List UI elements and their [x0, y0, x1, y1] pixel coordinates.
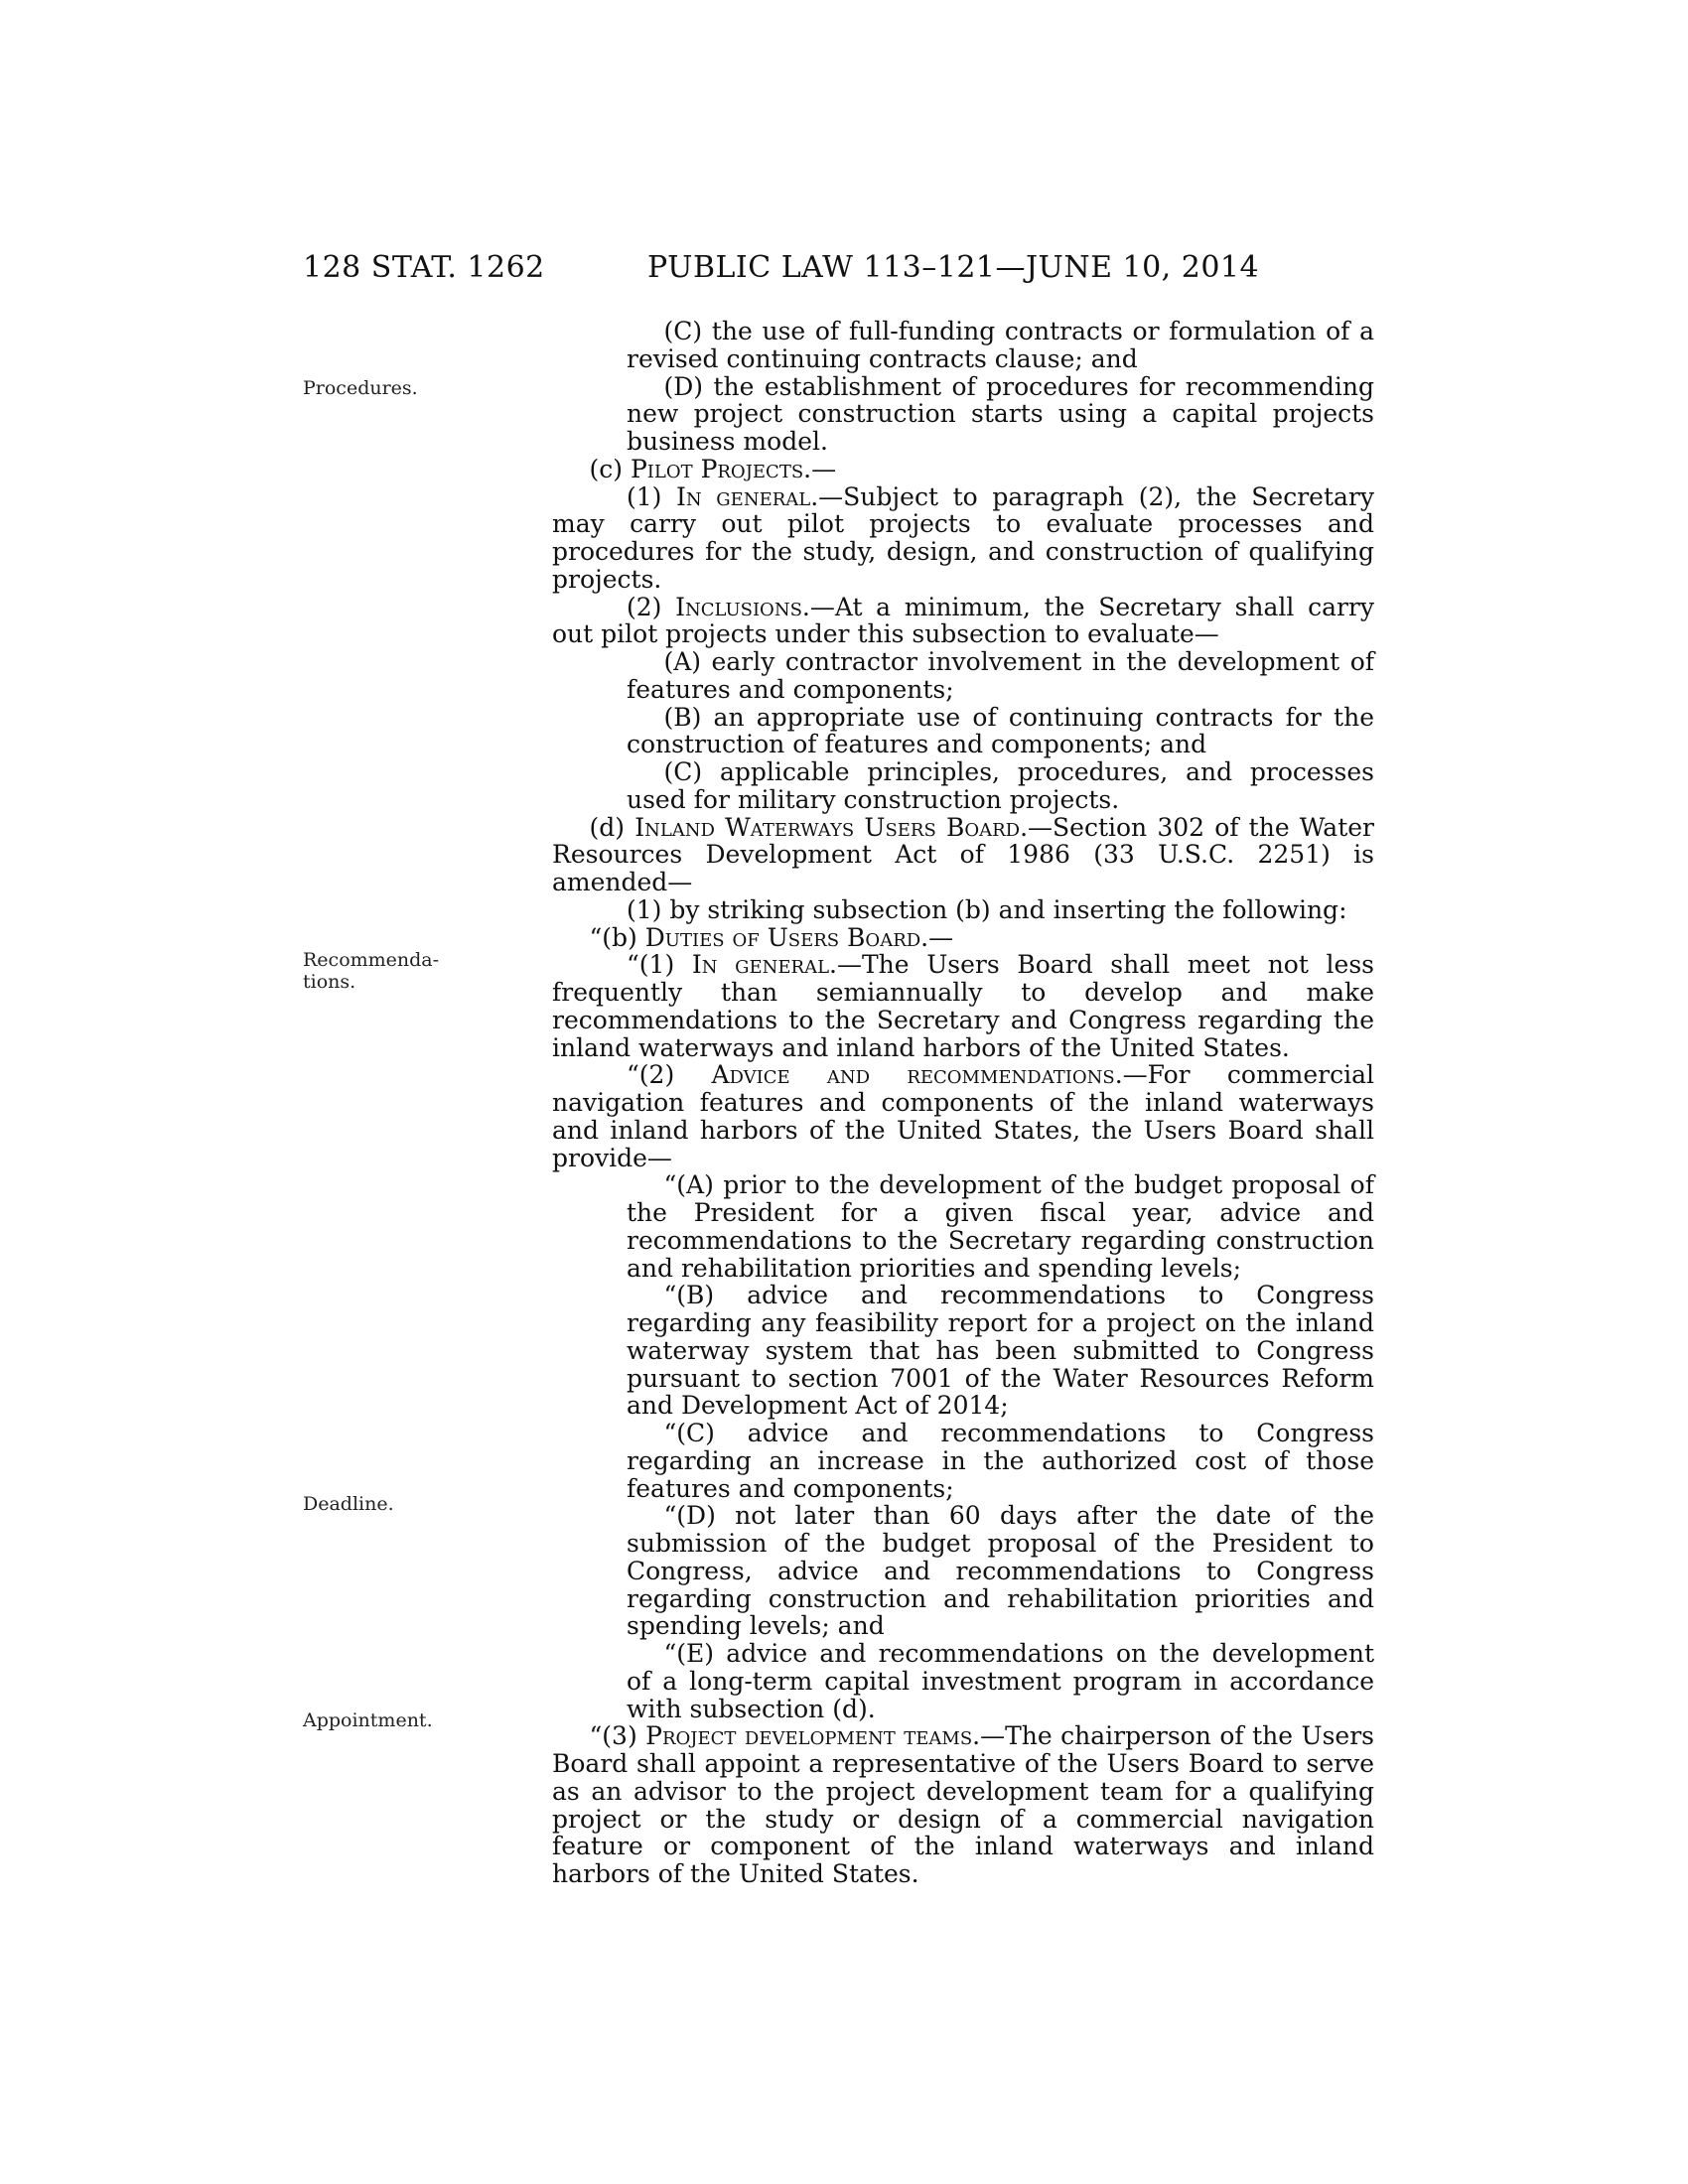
margin-note-procedures: Procedures. — [303, 377, 418, 399]
quoted-subsection-b-heading: “(b) Duties of Users Board.— — [589, 922, 954, 952]
subparagraph-c-2-B: (B) an appropriate use of continuing contracts for the construction of features and components; and — [627, 702, 1374, 759]
paragraph-c-2: (2) Inclusions.—At a minimum, the Secretary shall carry out pilot projects under this subsection to evaluate— — [552, 592, 1375, 649]
running-head-title: PUBLIC LAW 113–121—JUNE 10, 2014 — [647, 250, 1260, 285]
quoted-paragraph-1-label: In general. — [691, 950, 837, 980]
quoted-paragraph-3-label: Project development teams. — [645, 1721, 981, 1751]
paragraph-d-1: (1) by striking subsection (b) and inserting the following: — [627, 894, 1347, 924]
subsection-c-label: Pilot Projects. — [630, 454, 812, 483]
quoted-subparagraph-D: “(D) not later than 60 days after the date of the submission of the budget proposal of the President to Congress, advice and recommendations to Congress regarding construction and rehabilitation priorities and spending levels; and — [627, 1501, 1374, 1641]
subparagraph-b-D: (D) the establishment of procedures for recommending new project construction starts using a capital projects business model. — [627, 371, 1374, 456]
quoted-subsection-b-label: Duties of Users Board. — [644, 922, 929, 952]
statute-page-number: 128 STAT. 1262 — [303, 250, 545, 285]
margin-note-recommendations: Recommenda- tions. — [303, 949, 440, 993]
subparagraph-b-C: (C) the use of full-funding contracts or formulation of a revised continuing contracts clause; and — [627, 317, 1374, 373]
subparagraph-c-2-A: (A) early contractor involvement in the development of features and components; — [627, 647, 1374, 704]
paragraph-c-1: (1) In general.—Subject to paragraph (2), the Secretary may carry out pilot projects to evaluate processes and procedures for the study, design, and construction of qualifying projects. — [552, 481, 1374, 594]
quoted-subparagraph-B: “(B) advice and recommendations to Congress regarding any feasibility report for a project on the inland waterway system that has been submitted to Congress pursuant to section 7001 of the Water Resources Reform and Development Act of 2014; — [627, 1281, 1374, 1421]
quoted-paragraph-1: “(1) In general.—The Users Board shall meet not less frequently than semiannually to develop and make recommendations to the Secretary and Congress regarding the inland waterways and inland harbors of the United States. — [552, 950, 1375, 1062]
quoted-subparagraph-C: “(C) advice and recommendations to Congress regarding an increase in the authorized cost of those features and components; — [627, 1419, 1374, 1503]
subparagraph-c-2-C: (C) applicable principles, procedures, and processes used for military construction projects. — [627, 757, 1374, 814]
quoted-paragraph-2: “(2) Advice and recommendations.—For commercial navigation features and components of the inland waterways and inland harbors of the United States, the Users Board shall provide— — [552, 1060, 1374, 1172]
margin-note-deadline: Deadline. — [303, 1493, 394, 1515]
quoted-subparagraph-E: “(E) advice and recommendations on the development of a long-term capital investment program in accordance with subsection (d). — [627, 1639, 1374, 1723]
subsection-d-label: Inland Waterways Users Board. — [634, 812, 1029, 842]
subsection-c-heading: (c) Pilot Projects.— — [589, 454, 837, 483]
quoted-paragraph-2-label: Advice and recommendations. — [711, 1060, 1123, 1090]
margin-note-appointment: Appointment. — [303, 1709, 433, 1731]
quoted-subparagraph-A: “(A) prior to the development of the budget proposal of the President for a given fiscal year, advice and recommendations to the Secretary regarding construction and rehabilitation priorities and spending levels; — [627, 1170, 1374, 1283]
body-text — [552, 318, 1374, 1888]
quoted-paragraph-3: “(3) Project development teams.—The chairperson of the Users Board shall appoint a representative of the Users Board to serve as an advisor to the project development team for a qualifying project or the study or design of a commercial navigation feature or component of the inland waterways and inland harbors of the United States. — [552, 1721, 1374, 1888]
subsection-d: (d) Inland Waterways Users Board.—Section 302 of the Water Resources Development Act of 1986 (33 U.S.C. 2251) is amended— — [552, 812, 1374, 896]
paragraph-c-2-label: Inclusions. — [675, 592, 810, 621]
paragraph-c-1-label: In general. — [676, 481, 819, 511]
